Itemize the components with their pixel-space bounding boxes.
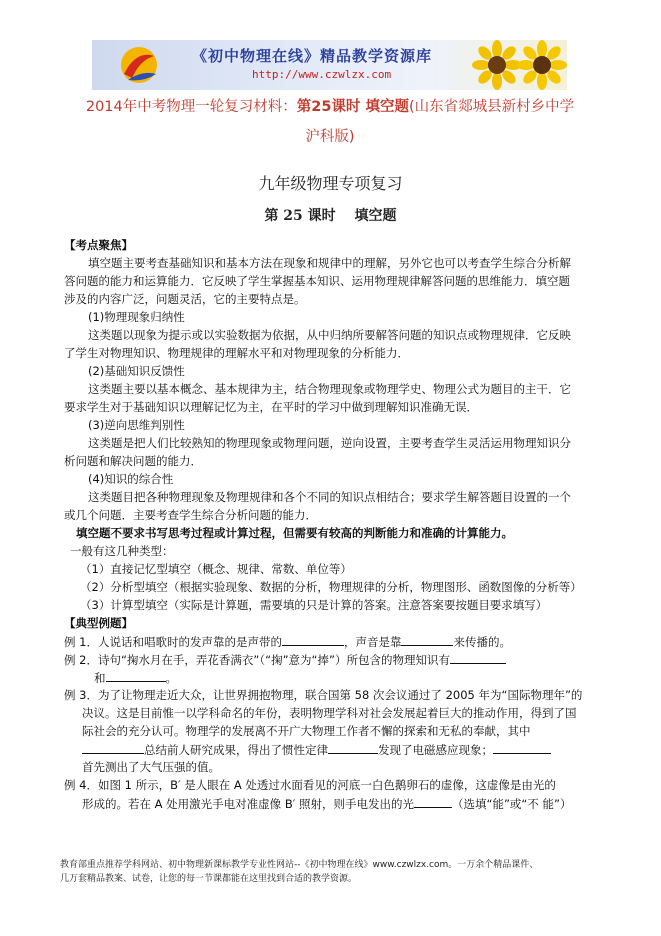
paragraph-line: 这类题是把人们比较熟知的物理现象或物理问题，逆向设置，主要考查学生灵活运用物理知识分 xyxy=(88,436,571,450)
page-footer xyxy=(60,858,620,886)
paragraph-line: 际社会的充分认可。物理学的发展离不开广大物理工作者不懈的探索和无私的奉献，其中 xyxy=(82,724,531,738)
document-title xyxy=(30,92,630,152)
paragraph-line: 要求学生对于基础知识以理解记忆为主，在平时的学习中做到理解知识准确无误． xyxy=(64,400,478,414)
paragraph-line: 涉及的内容广泛，问题灵活，它的主要特点是。 xyxy=(64,292,306,306)
feature-heading: (4)知识的综合性 xyxy=(88,472,174,486)
feature-heading: (2)基础知识反馈性 xyxy=(88,364,185,378)
example-1: 例 1．人说话和唱歌时的发声靠的是声带的 ，声音是靠 来传播的。 xyxy=(64,635,511,649)
answer-blank[interactable] xyxy=(401,634,453,646)
answer-blank[interactable] xyxy=(282,634,344,646)
type-item: （2）分析型填空（根据实验现象、数据的分析，物理规律的分析，物理图形、函数图像的分析等） xyxy=(80,580,582,594)
answer-blank[interactable] xyxy=(450,652,506,664)
footer-line: 几万套精品教案、试卷，让您的每一节课都能在这里找到合适的教学资源。 xyxy=(60,874,358,884)
lesson-heading: 第 25 课时 填空题 xyxy=(264,208,397,224)
note-line: 填空题不要求书写思考过程或计算过程，但需要有较高的判断能力和准确的计算能力。 xyxy=(76,526,513,540)
example-2-cont: 和 。 xyxy=(94,671,177,685)
banner-title: 《初中物理在线》精品教学资源库 xyxy=(192,47,433,65)
type-item: （1）直接记忆型填空（概念、规律、常数、单位等） xyxy=(80,562,352,576)
paragraph-line: 总结前人研究成果，得出了惯性定律 发现了电磁感应现象； xyxy=(82,742,551,758)
paragraph-line: 或几个问题．主要考查学生综合分析问题的能力． xyxy=(64,508,317,522)
paragraph-line: 这类题主要以基本概念、基本规律为主，结合物理现象或物理学史、物理公式为题目的主干．它 xyxy=(88,382,571,396)
site-logo-icon xyxy=(118,44,160,86)
paragraph-line: 填空题主要考查基础知识和基本方法在现象和规律中的理解，另外它也可以考查学生综合分析解 xyxy=(88,256,571,270)
title-lesson: 第25课时 填空题 xyxy=(296,99,409,115)
example-3: 例 3．为了让物理走近大众，让世界拥抱物理，联合国第 58 次会议通过了 2005 年为“国际物理年”的 xyxy=(64,688,583,702)
feature-heading: (3)逆向思维判别性 xyxy=(88,418,185,432)
paragraph-line: 首先测出了大气压强的值。 xyxy=(82,760,220,774)
paragraph-line: 这类题目把各种物理现象及物理规律和各个不同的知识点相结合；要求学生解答题目设置的一个 xyxy=(88,490,571,504)
paragraph-line: 了学生对物理知识、物理规律的理解水平和对物理现象的分析能力． xyxy=(64,346,409,360)
banner-url[interactable]: http://www.czwlzx.com xyxy=(252,68,392,81)
paragraph-line: 析问题和解决问题的能力． xyxy=(64,454,202,468)
paragraph-line: 形成的。若在 A 处用激光手电对准虚像 B′ 照射，则手电发出的光 （选填“能”或“不 能”） xyxy=(82,797,572,811)
paragraph-line: 答问题的能力和运算能力．它反映了学生掌握基本知识、运用物理规律解答问题的思维能力．填空题 xyxy=(64,274,570,288)
subtitle: 九年级物理专项复习 xyxy=(258,174,403,193)
type-item: （3）计算型填空（实际是计算题，需要填的只是计算的答案。注意答案要按题目要求填写） xyxy=(80,598,548,612)
site-banner xyxy=(92,40,567,90)
answer-blank[interactable] xyxy=(82,742,144,754)
sunflower-icon xyxy=(517,40,567,90)
example-2: 例 2．诗句“掬水月在手，弄花香满衣”（“掬”意为“捧”）所包含的物理知识有 xyxy=(64,652,506,668)
answer-blank[interactable] xyxy=(106,670,166,682)
answer-blank[interactable] xyxy=(493,742,551,754)
title-edition: 沪科版) xyxy=(305,129,355,145)
footer-line: 教育部重点推荐学科网站、初中物理新课标教学专业性网站--《初中物理在线》www.czwlzx.com。一万余个精品课件、 xyxy=(60,860,539,870)
types-heading: 一般有这几种类型： xyxy=(70,544,174,558)
title-source: (山东省郯城县新村乡中学 xyxy=(408,99,575,115)
answer-blank[interactable] xyxy=(414,796,452,808)
section-examples-heading: 【典型例题】 xyxy=(64,616,133,630)
sunflower-icon xyxy=(472,40,522,90)
example-4: 例 4．如图 1 所示，B′ 是人眼在 A 处透过水面看见的河底一白色鹅卵石的虚像，这虚像是由光的 xyxy=(64,778,556,792)
section-focus-heading: 【考点聚焦】 xyxy=(64,238,133,252)
answer-blank[interactable] xyxy=(328,742,378,754)
title-prefix: 2014年中考物理一轮复习材料： xyxy=(85,99,297,115)
feature-heading: (1)物理现象归纳性 xyxy=(88,310,185,324)
paragraph-line: 这类题以现象为提示或以实验数据为依据，从中归纳所要解答问题的知识点或物理规律．它反映 xyxy=(88,328,571,342)
paragraph-line: 决议。这是目前惟一以学科命名的年份，表明物理学科对社会发展起着巨大的推动作用，得到了国 xyxy=(82,706,577,720)
